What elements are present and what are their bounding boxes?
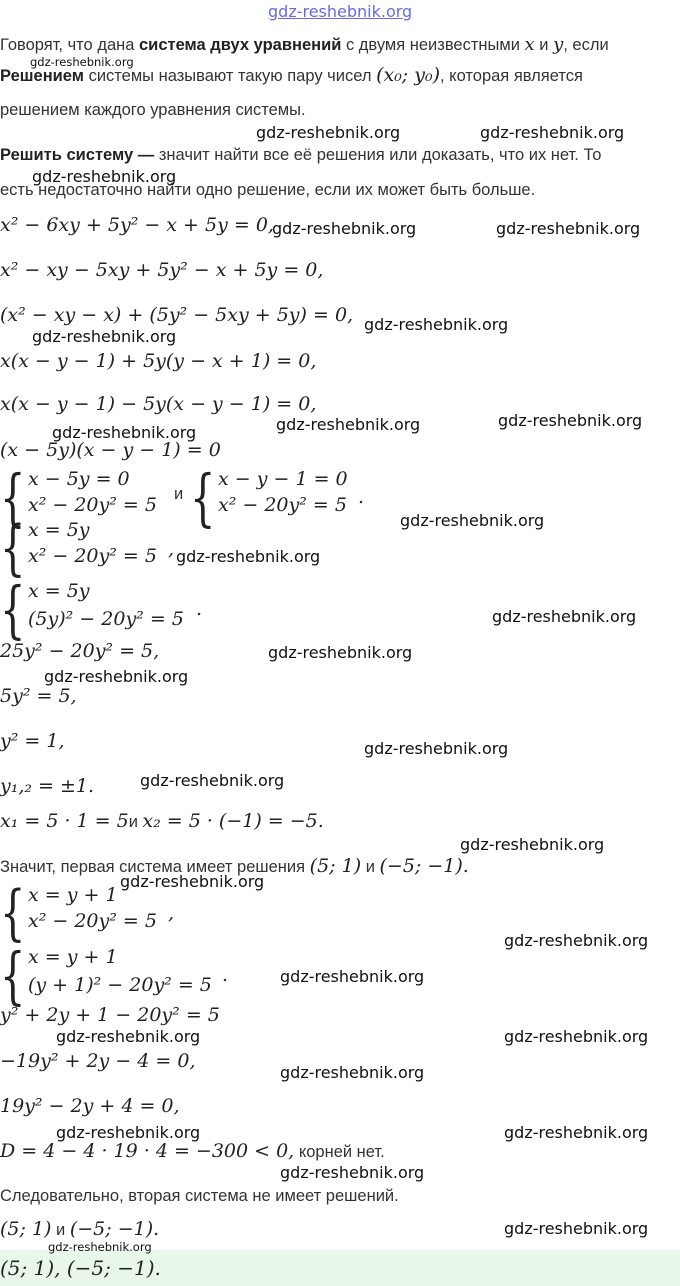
watermark: gdz-reshebnik.org	[504, 931, 649, 950]
period: .	[358, 486, 365, 508]
var-x: x	[524, 34, 535, 55]
watermark: gdz-reshebnik.org	[498, 411, 643, 430]
watermark: gdz-reshebnik.org	[56, 1123, 201, 1142]
watermark: gdz-reshebnik.org	[504, 1027, 649, 1046]
bold-term: Решением	[0, 67, 84, 85]
step-11	[0, 810, 324, 832]
solution-1: (5; 1)	[0, 1218, 52, 1240]
text: , которая является	[440, 67, 583, 85]
intro-line-4	[0, 146, 601, 165]
watermark: gdz-reshebnik.org	[120, 872, 265, 891]
x2-value: x₂ = 5 · (−1) = −5.	[142, 810, 324, 832]
step-2: x² − xy − 5xy + 5y² − x + 5y = 0,	[0, 259, 324, 281]
and-word: и	[128, 813, 138, 831]
brace-system-d: {	[0, 575, 26, 647]
system-b-eq2: x² − 20y² = 5	[218, 494, 347, 516]
watermark: gdz-reshebnik.org	[140, 771, 285, 790]
text: , если	[563, 36, 609, 54]
watermark: gdz-reshebnik.org	[504, 1219, 649, 1238]
intro-line-1	[0, 34, 609, 55]
system-f-eq2: (y + 1)² − 20y² = 5	[28, 974, 212, 996]
system-a-eq2: x² − 20y² = 5	[28, 494, 157, 516]
step-6: (x − 5y)(x − y − 1) = 0	[0, 439, 221, 461]
step-12: y² + 2y + 1 − 20y² = 5	[0, 1004, 220, 1026]
brace-system-a: {	[0, 463, 26, 535]
final-solutions	[0, 1218, 159, 1240]
answer: (5; 1), (−5; −1).	[0, 1256, 161, 1280]
and-word: и	[174, 485, 184, 503]
watermark: gdz-reshebnik.org	[364, 739, 509, 758]
brace-system-c: {	[0, 514, 26, 583]
watermark: gdz-reshebnik.org	[56, 1027, 201, 1046]
and-word: и	[361, 858, 380, 876]
text: Значит, первая система имеет решения	[0, 858, 310, 876]
watermark: gdz-reshebnik.org	[460, 835, 605, 854]
intro-line-2	[0, 64, 583, 86]
text: значит найти все её решения или доказать, что их нет. То	[154, 146, 602, 164]
brace-system-e: {	[0, 879, 26, 948]
bold-term: система двух уравнений	[139, 36, 342, 54]
system-e-eq2: x² − 20y² = 5	[28, 910, 157, 932]
step-9: y² = 1,	[0, 730, 65, 752]
brace-system-f: {	[0, 941, 26, 1013]
watermark: gdz-reshebnik.org	[176, 547, 321, 566]
text: с двумя неизвестными	[341, 36, 525, 54]
watermark-small: gdz-reshebnik.org	[48, 1240, 152, 1254]
watermark: gdz-reshebnik.org	[280, 1163, 425, 1182]
system-d-eq2: (5y)² − 20y² = 5	[28, 608, 184, 630]
system-f-eq1: x = y + 1	[28, 946, 118, 968]
bold-term: Решить систему —	[0, 146, 155, 164]
watermark: gdz-reshebnik.org	[32, 167, 177, 186]
solution-1: (5; 1)	[309, 855, 362, 877]
period: .	[196, 598, 203, 620]
watermark: gdz-reshebnik.org	[504, 1123, 649, 1142]
text: системы называют такую пару чисел	[83, 67, 377, 85]
brace-system-b: {	[190, 463, 216, 535]
watermark: gdz-reshebnik.org	[44, 667, 189, 686]
watermark: gdz-reshebnik.org	[280, 967, 425, 986]
step-15	[0, 1140, 385, 1162]
watermark: gdz-reshebnik.org	[364, 315, 509, 334]
system-e-eq1: x = y + 1	[28, 884, 118, 906]
watermark: gdz-reshebnik.org	[280, 1063, 425, 1082]
step-4: x(x − y − 1) + 5y(y − x + 1) = 0,	[0, 350, 317, 372]
period: .	[222, 964, 229, 986]
text: и	[534, 36, 554, 54]
step-14: 19y² − 2y + 4 = 0,	[0, 1095, 180, 1117]
system-c-eq1: x = 5y	[28, 519, 90, 541]
watermark: gdz-reshebnik.org	[276, 415, 421, 434]
text: корней нет.	[294, 1143, 385, 1161]
intro-line-5: есть недостаточно найти одно решение, если их может быть больше.	[0, 181, 536, 199]
and-word: и	[51, 1221, 70, 1239]
watermark: gdz-reshebnik.org	[32, 327, 177, 346]
text: Говорят, что дана	[0, 36, 139, 54]
watermark-small: gdz-reshebnik.org	[30, 55, 134, 69]
watermark: gdz-reshebnik.org	[400, 511, 545, 530]
x1-value: x₁ = 5 · 1 = 5	[0, 810, 129, 832]
second-system-result: Следовательно, вторая система не имеет решений.	[0, 1187, 399, 1205]
step-3: (x² − xy − x) + (5y² − 5xy + 5y) = 0,	[0, 304, 354, 326]
watermark-link-top[interactable]: gdz-reshebnik.org	[268, 2, 413, 21]
step-10: y₁,₂ = ±1.	[0, 775, 95, 797]
system-a-eq1: x − 5y = 0	[28, 468, 130, 490]
watermark: gdz-reshebnik.org	[496, 219, 641, 238]
step-7: 25y² − 20y² = 5,	[0, 640, 160, 662]
comma: ,	[168, 538, 175, 560]
var-y: y	[553, 34, 564, 55]
step-5: x(x − y − 1) − 5y(x − y − 1) = 0,	[0, 393, 317, 415]
discriminant: D = 4 − 4 · 19 · 4 = −300 < 0,	[0, 1140, 295, 1162]
solution-2: (−5; −1).	[69, 1218, 160, 1240]
watermark: gdz-reshebnik.org	[52, 423, 197, 442]
system-d-eq1: x = 5y	[28, 580, 90, 602]
watermark: gdz-reshebnik.org	[272, 219, 417, 238]
comma: ,	[168, 902, 175, 924]
intro-line-3: решением каждого уравнения системы.	[0, 101, 306, 119]
step-13: −19y² + 2y − 4 = 0,	[0, 1050, 196, 1072]
watermark: gdz-reshebnik.org	[480, 123, 625, 142]
solution-2: (−5; −1).	[379, 855, 469, 877]
system-b-eq1: x − y − 1 = 0	[218, 468, 348, 490]
pair-x0-y0: (x₀; y₀)	[376, 64, 441, 86]
watermark: gdz-reshebnik.org	[268, 643, 413, 662]
system-c-eq2: x² − 20y² = 5	[28, 545, 157, 567]
step-8: 5y² = 5,	[0, 685, 77, 707]
watermark: gdz-reshebnik.org	[256, 123, 401, 142]
watermark: gdz-reshebnik.org	[492, 607, 637, 626]
step-1: x² − 6xy + 5y² − x + 5y = 0,	[0, 214, 274, 236]
